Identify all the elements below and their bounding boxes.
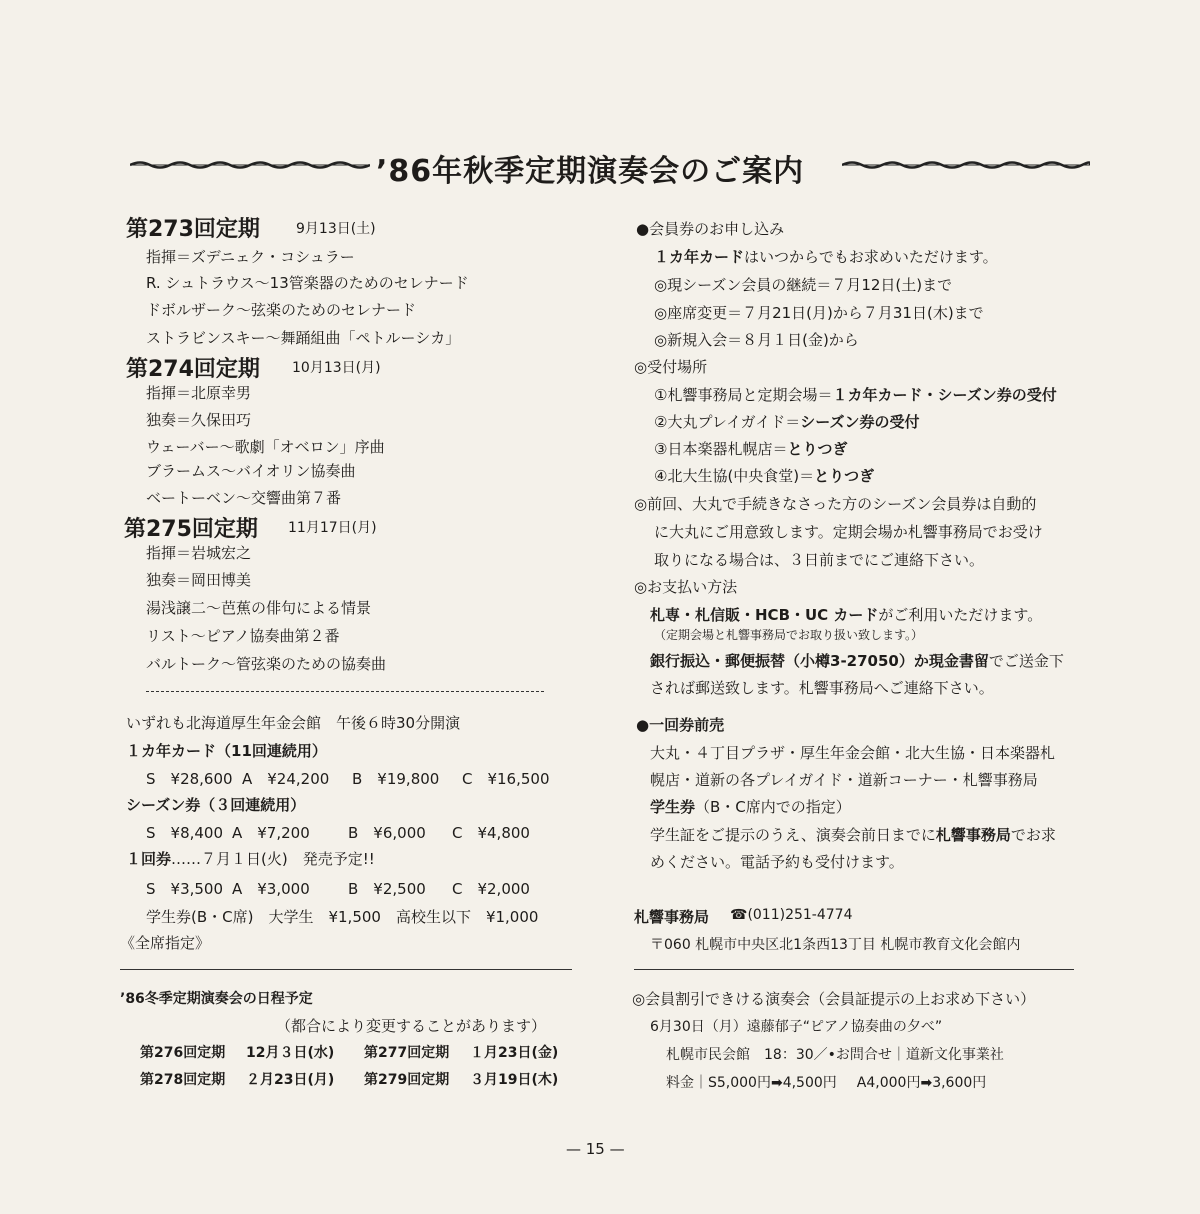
previous-note: ◎前回、大丸で手続きなさった方のシーズン会員券は自動的: [634, 495, 1037, 513]
price-a: A ¥7,200: [232, 824, 310, 842]
price-c: C ¥4,800: [452, 824, 530, 842]
member-line: [654, 246, 998, 267]
single-label: １回券: [126, 850, 172, 868]
price-s: S ¥28,600: [146, 770, 233, 788]
student-text: 学生証をご提示のうえ、演奏会前日までに: [650, 826, 936, 844]
place-line: [654, 411, 919, 432]
fee-a-original: A4,000円: [856, 1075, 921, 1091]
concert-274-name: 第274回定期: [126, 357, 260, 382]
page-number: — 15 —: [566, 1140, 625, 1158]
place-service: シーズン券の受付: [800, 413, 920, 431]
single-note: ……７月１日(火) 発売予定!!: [171, 850, 375, 868]
office-tel: ☎(011)251-4774: [730, 907, 853, 923]
concert-273-line: 指揮＝ズデニェク・コシュラー: [146, 248, 355, 266]
concert-273-line: ドボルザーク～弦楽のためのセレナード: [146, 301, 417, 319]
student-line: [650, 796, 851, 817]
concert-275-date: 11月17日(月): [288, 520, 377, 536]
title-row: [130, 146, 1090, 189]
pay-note: （定期会場と札響事務局でお取り扱い致します。）: [654, 628, 924, 642]
venue-text: いずれも北海道厚生年金会館 午後６時30分開演: [126, 714, 461, 732]
student-line: [650, 824, 1056, 845]
fee-s-original: 料金｜S5,000円: [666, 1075, 771, 1091]
member-line: ◎現シーズン会員の継続＝７月12日(土)まで: [654, 276, 953, 294]
price-b: B ¥2,500: [348, 880, 426, 898]
season-label: シーズン券（３回連続用）: [126, 796, 306, 814]
winter-item: 第278回定期: [140, 1072, 226, 1088]
winter-item-date: １月23日(金): [470, 1045, 559, 1061]
pay-transfer: 銀行振込・郵便振替（小樽3-27050）か現金書留: [650, 652, 989, 670]
member-year-card: １カ年カード: [654, 248, 745, 266]
price-b: B ¥19,800: [352, 770, 440, 788]
page-title: ’86年秋季定期演奏会のご案内: [376, 154, 805, 189]
pay-cards: 札専・札信販・HCB・UC カード: [650, 606, 879, 624]
place-service: とりつぎ: [787, 440, 848, 458]
place-line: [654, 438, 847, 459]
student-line: めください。電話予約も受付けます。: [650, 853, 904, 871]
place-name: ③日本楽器札幌店＝: [654, 440, 788, 458]
member-year-card-rest: はいつからでもお求めいただけます。: [744, 248, 998, 266]
winter-item-date: 12月３日(水): [246, 1045, 335, 1061]
pay-transfer-rest: でご送金下: [988, 652, 1064, 670]
pay-line: [650, 650, 1064, 671]
place-name: ①札響事務局と定期会場＝: [654, 386, 833, 404]
winter-item: 第276回定期: [140, 1045, 226, 1061]
student-prices: 学生券(B・C席) 大学生 ¥1,500 高校生以下 ¥1,000: [146, 908, 539, 926]
arrow-right-icon: ➡: [770, 1075, 783, 1091]
fee-s-discount: 4,500円: [782, 1075, 837, 1091]
fee-a-discount: 3,600円: [932, 1075, 987, 1091]
single-prices: [146, 878, 530, 899]
student-rest: （B・C席内での指定）: [695, 798, 851, 816]
concert-273-line: ストラビンスキー～舞踊組曲「ペトルーシカ」: [146, 329, 461, 347]
concert-275-line: 独奏＝岡田博美: [146, 571, 252, 589]
price-c: C ¥2,000: [452, 880, 530, 898]
discount-line: [666, 1072, 986, 1092]
price-s: S ¥8,400: [146, 824, 224, 842]
previous-note: に大丸にご用意致します。定期会場か札響事務局でお受け: [654, 523, 1043, 541]
year-card-label: １カ年カード（11回連続用）: [126, 742, 327, 760]
concert-274-line: ベートーベン～交響曲第７番: [146, 489, 342, 507]
concert-275-line: バルトーク～管弦楽のための協奏曲: [146, 655, 387, 673]
price-b: B ¥6,000: [348, 824, 426, 842]
concert-275-line: 湯浅譲二～芭蕉の俳句による情景: [146, 599, 372, 617]
student-label: 学生券: [650, 798, 696, 816]
winter-item: 第277回定期: [364, 1045, 450, 1061]
place-head: ◎受付場所: [634, 358, 708, 376]
place-name: ②大丸プレイガイド＝: [654, 413, 801, 431]
single-line: 幌店・道新の各プレイガイド・道新コーナー・札響事務局: [650, 771, 1038, 789]
price-a: A ¥24,200: [242, 770, 330, 788]
pay-head: ◎お支払い方法: [634, 578, 738, 596]
previous-note: 取りになる場合は、３日前までにご連絡下さい。: [654, 551, 985, 569]
pay-line: [650, 604, 1042, 625]
pay-cards-rest: がご利用いただけます。: [878, 606, 1043, 624]
right-ornament: [842, 160, 1090, 170]
place-line: [654, 384, 1057, 405]
winter-title: ’86冬季定期演奏会の日程予定: [120, 991, 313, 1007]
year-card-prices: [146, 768, 550, 789]
season-prices: [146, 822, 530, 843]
place-service: とりつぎ: [814, 467, 875, 485]
office-name: 札響事務局: [634, 908, 710, 926]
member-line: ◎座席変更＝７月21日(月)から７月31日(木)まで: [654, 304, 984, 322]
office-address: 〒060 札幌市中央区北1条西13丁目 札幌市教育文化会館内: [650, 937, 1021, 953]
winter-item-date: ２月23日(月): [246, 1072, 335, 1088]
concert-273-date: 9月13日(土): [296, 221, 376, 237]
concert-275-name: 第275回定期: [124, 517, 258, 542]
price-s: S ¥3,500: [146, 880, 224, 898]
winter-item: 第279回定期: [364, 1072, 450, 1088]
student-office: 札響事務局: [935, 826, 1011, 844]
winter-item-date: ３月19日(木): [470, 1072, 559, 1088]
concert-274-line: 指揮＝北原幸男: [146, 384, 252, 402]
concert-274-line: ブラームス～バイオリン協奏曲: [146, 462, 356, 480]
pay-line: されば郵送致します。札響事務局へご連絡下さい。: [650, 679, 994, 697]
place-line: [654, 465, 874, 486]
concert-273-name: 第273回定期: [126, 217, 260, 242]
member-head: ●会員券のお申し込み: [636, 220, 785, 238]
place-name: ④北大生協(中央食堂)＝: [654, 467, 815, 485]
single-ticket-line: [126, 848, 375, 869]
discount-head: ◎会員割引できける演奏会（会員証提示の上お求め下さい）: [632, 990, 1036, 1008]
single-head: ●一回券前売: [636, 716, 725, 734]
reserved-note: 《全席指定》: [120, 934, 211, 952]
concert-275-line: 指揮＝岩城宏之: [146, 544, 252, 562]
winter-note: （都合により変更することがあります）: [276, 1017, 547, 1035]
concert-274-line: 独奏＝久保田巧: [146, 411, 252, 429]
dashed-divider: [146, 691, 544, 692]
concert-274-line: ウェーバー～歌劇「オベロン」序曲: [146, 438, 385, 456]
concert-274-date: 10月13日(月): [292, 360, 381, 376]
place-service: １カ年カード・シーズン券の受付: [832, 386, 1057, 404]
member-line: ◎新規入会＝８月１日(金)から: [654, 331, 859, 349]
concert-273-line: R. シュトラウス～13管楽器のためのセレナード: [146, 274, 469, 292]
discount-line: 6月30日（月）遠藤郁子“ピアノ協奏曲の夕べ”: [650, 1019, 943, 1035]
price-c: C ¥16,500: [462, 770, 550, 788]
divider: [120, 969, 572, 970]
discount-line: 札幌市民会館 18：30／•お問合せ｜道新文化事業社: [666, 1047, 1004, 1063]
price-a: A ¥3,000: [232, 880, 310, 898]
left-ornament: [130, 160, 370, 170]
divider: [634, 969, 1074, 970]
arrow-right-icon: ➡: [920, 1075, 933, 1091]
concert-275-line: リスト～ピアノ協奏曲第２番: [146, 627, 340, 645]
single-line: 大丸・４丁目プラザ・厚生年金会館・北大生協・日本楽器札: [650, 744, 1056, 762]
student-text-end: でお求: [1010, 826, 1056, 844]
